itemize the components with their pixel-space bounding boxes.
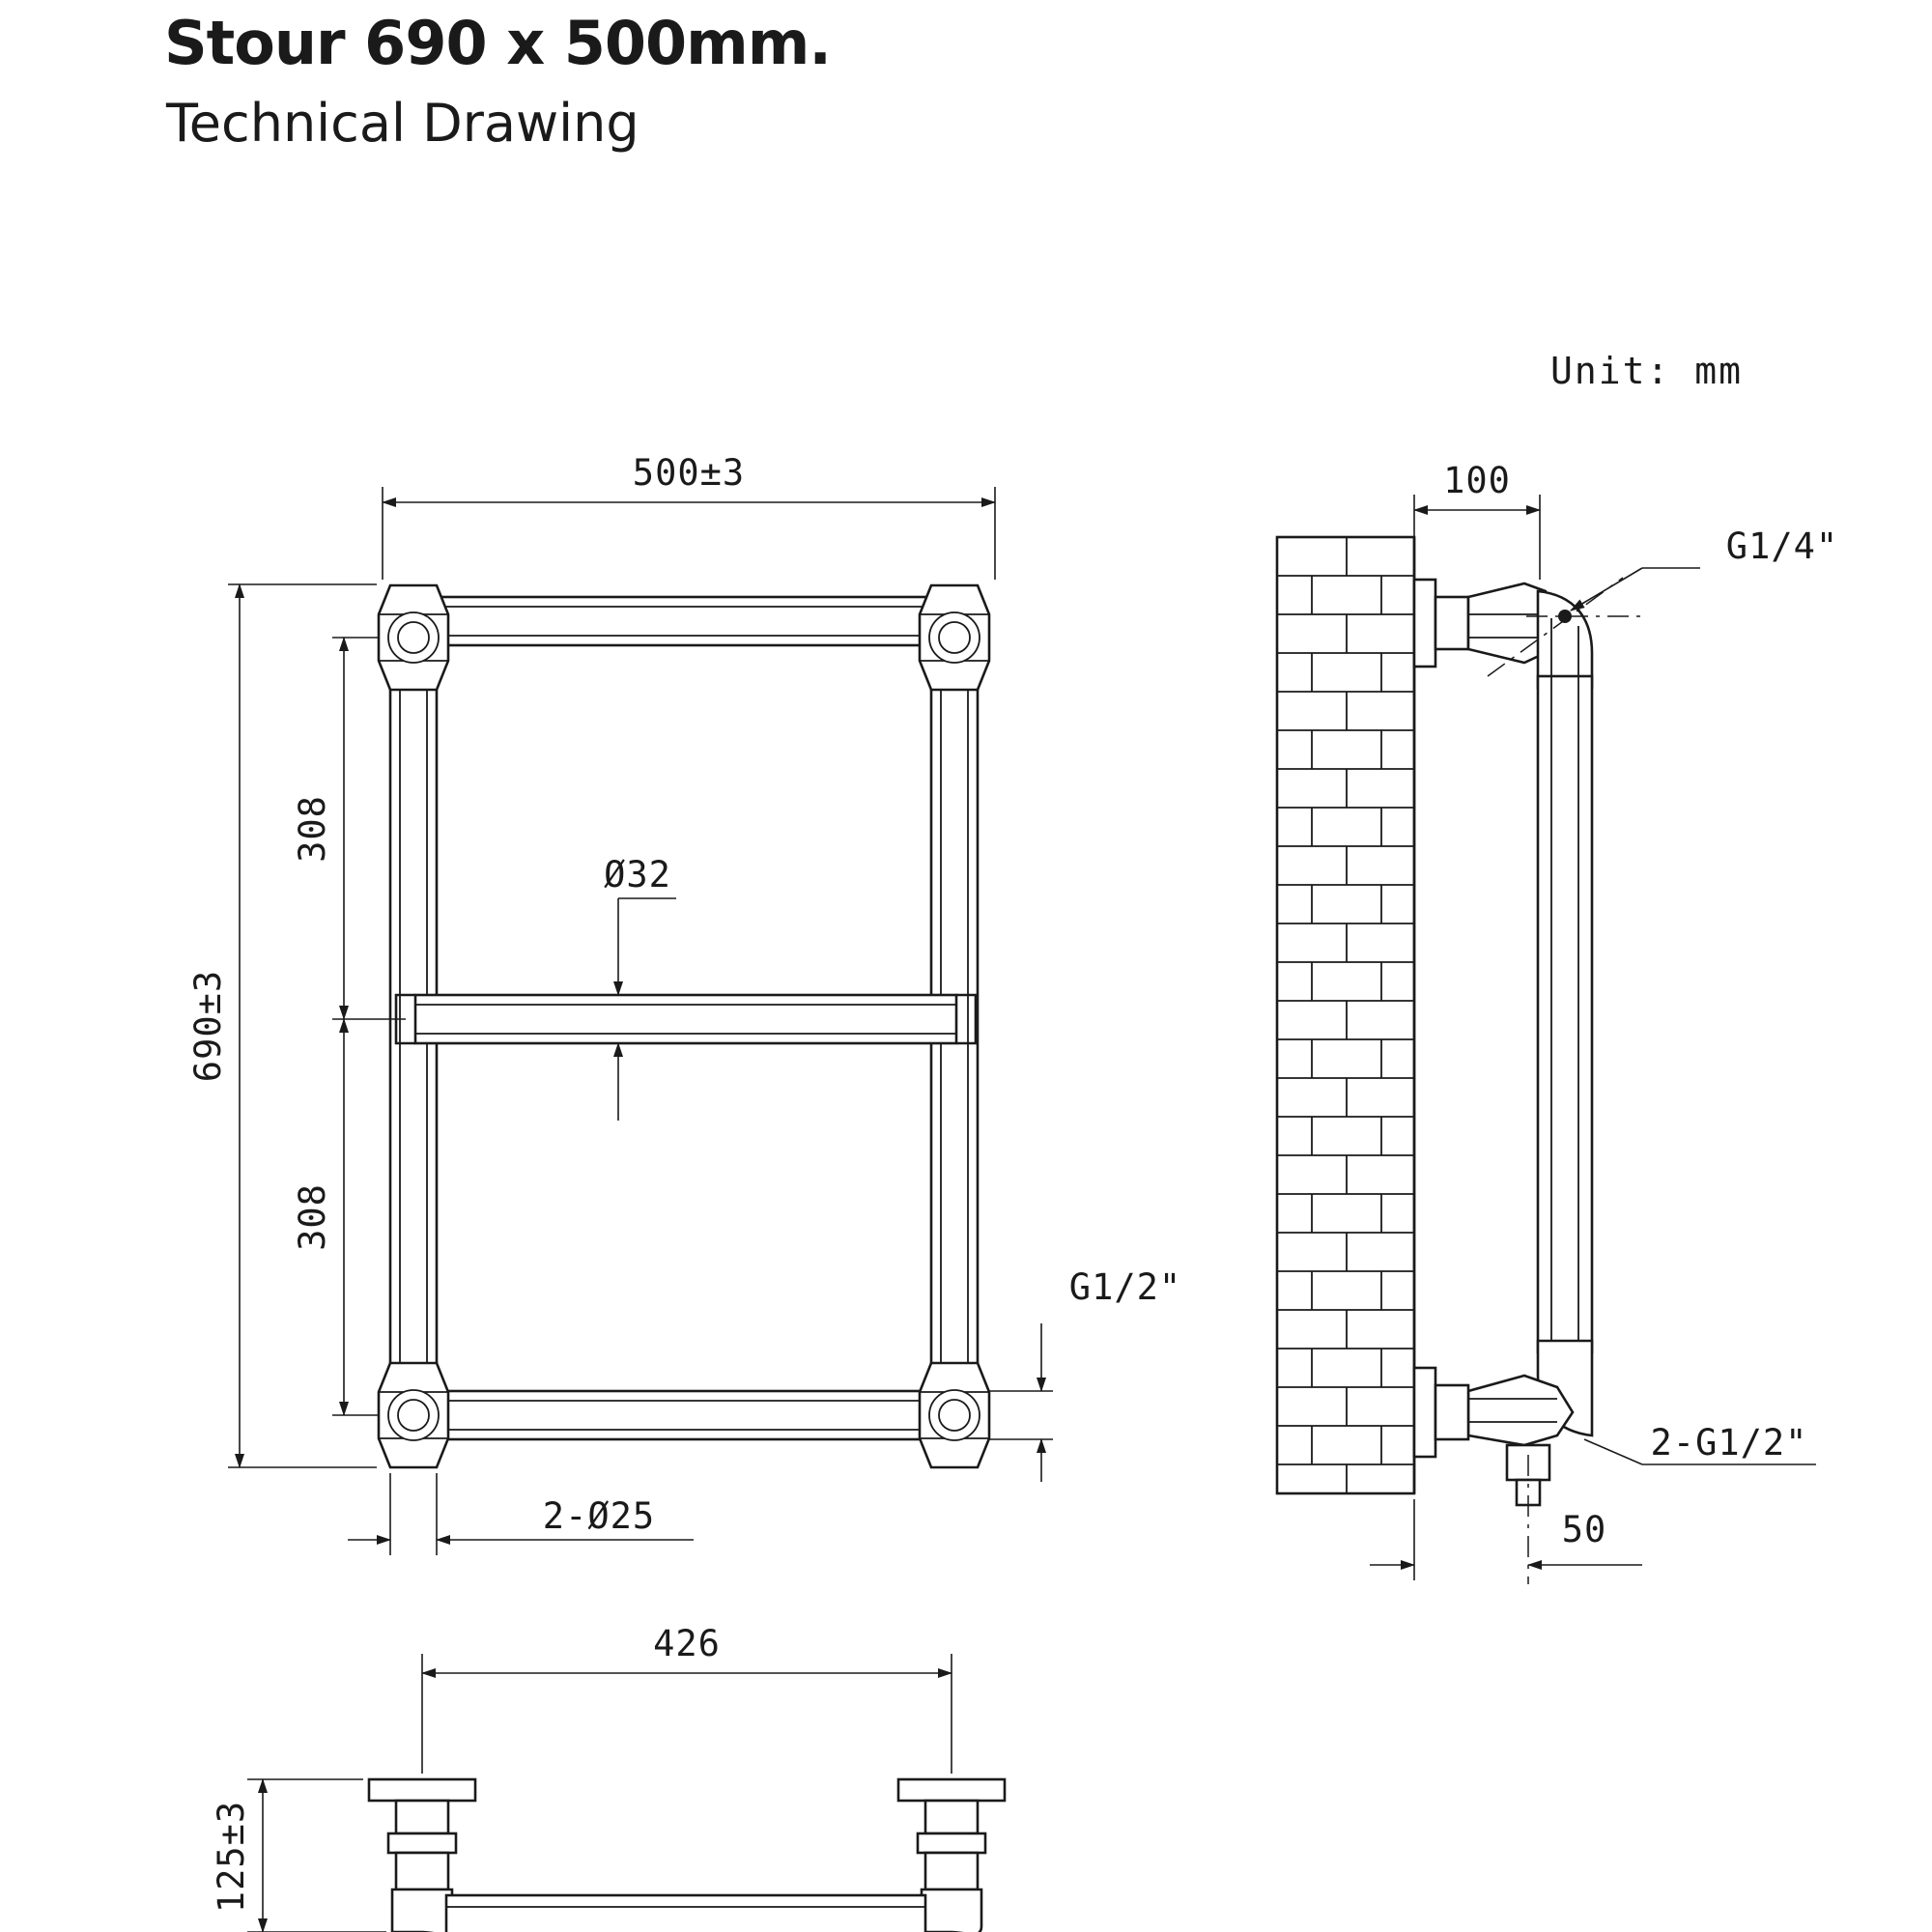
dim-bottom-threads: 2-G1/2" <box>1650 1422 1808 1463</box>
corner-fitting-top-right <box>920 585 989 690</box>
dim-top-thread: G1/4" <box>1725 526 1839 567</box>
dim-mounting-holes: 2-Ø25 <box>542 1495 656 1537</box>
corner-fitting-top-left <box>379 585 448 690</box>
corner-fitting-bottom-right <box>920 1363 989 1467</box>
dim-projection: 125±3 <box>211 1800 252 1914</box>
dim-rail-width: 426 <box>653 1623 721 1664</box>
plan-view-geometry <box>369 1779 1005 1932</box>
dim-wall-offset: 100 <box>1443 460 1511 501</box>
side-elevation-geometry <box>1277 537 1592 1584</box>
page-title: Stour 690 x 500mm. <box>164 8 831 78</box>
unit-note: Unit: mm <box>1550 350 1744 392</box>
dim-lower-section: 308 <box>292 1183 333 1251</box>
front-elevation-geometry <box>379 585 989 1467</box>
dim-upper-section: 308 <box>292 795 333 863</box>
dim-overall-width: 500±3 <box>632 452 746 494</box>
dim-valve-offset: 50 <box>1561 1509 1607 1550</box>
page-subtitle: Technical Drawing <box>166 93 639 154</box>
dim-connection-thread: G1/2" <box>1068 1266 1182 1308</box>
dim-tube-diameter: Ø32 <box>604 854 671 895</box>
dim-overall-height: 690±3 <box>187 969 229 1083</box>
corner-fitting-bottom-left <box>379 1363 448 1467</box>
plan-view-dimensions <box>211 1623 952 1932</box>
